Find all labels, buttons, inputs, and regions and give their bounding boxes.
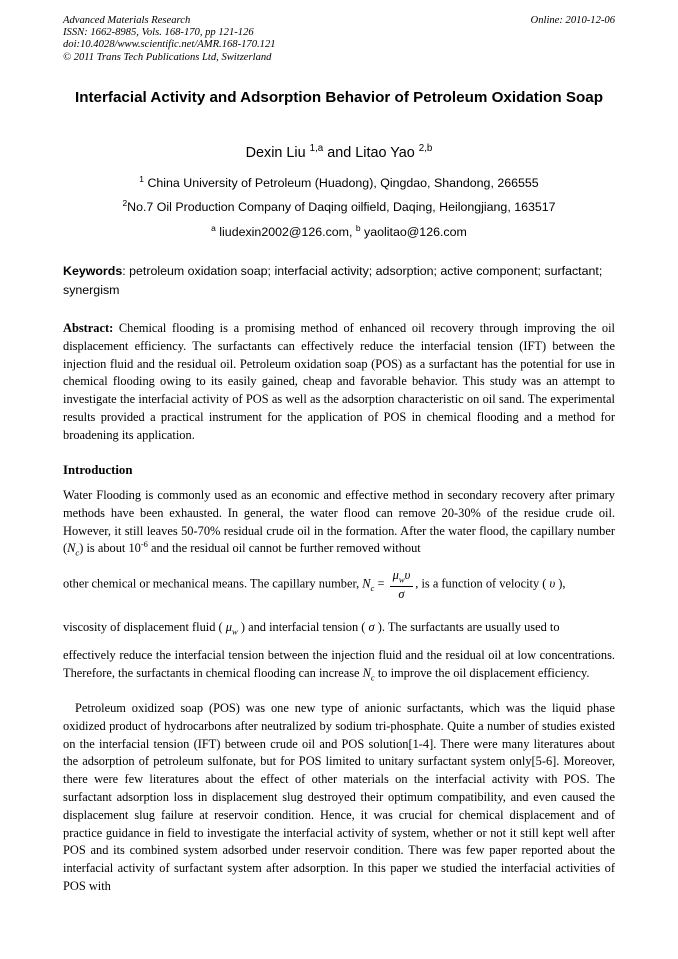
email-a-sup: a xyxy=(211,222,216,233)
intro-paragraph-1b xyxy=(63,647,615,687)
online-date: Online: 2010-12-06 xyxy=(530,15,615,26)
email-b-sup: b xyxy=(355,222,361,233)
author-line xyxy=(63,145,615,161)
fraction-numerator xyxy=(390,568,414,587)
eq-N: N xyxy=(362,576,371,591)
introduction-heading: Introduction xyxy=(63,463,133,477)
viscosity-sub: w xyxy=(232,626,238,637)
affiliation-1-text: China University of Petroleum (Huadong), Qingdao, Shandong, 266555 xyxy=(147,176,539,190)
nc-subscript: c xyxy=(370,672,375,683)
eq-mu-sub: w xyxy=(398,574,405,585)
eq-c: c xyxy=(370,583,375,594)
capillary-fraction xyxy=(390,568,414,601)
intro-paragraph-2: Petroleum oxidized soap (POS) was one new type of anionic surfactants, which was the liquid phase oxidized product of hydrocarbons after neutralized by sodium tri-phosphate. Quite a number of studies existed on the interfacial tension (IFT) between crude oil and POS solution[1-4]. There were many literatures about the adsorption of petroleum sulfonate, but for POS limited to unitary surfactant system only[5-6]. Moreover, there were few literatures about the effect of other materials on the interfacial activity with POS. The surfactant adsorption loss in displacement slug destroyed their optimum compatibility, and even caused the displacement slug failure at reservoir condition. Hence, it was crucial for chemical displacement and of practice guidance in field to investigate the interfacial activity of system, whether or not it still kept well after POS and its combined system adsorbed under reservoir condition. There was few paper reported about the interfacial activity of surfactant system after adsorption. In this paper we studied the interfacial activities of POS with xyxy=(63,701,615,893)
abstract-label: Abstract: xyxy=(63,321,114,335)
affiliation-2-sup: 2 xyxy=(122,197,128,208)
eq-sigma: σ xyxy=(398,587,405,602)
eq-upsilon: υ xyxy=(404,568,411,582)
eq-mu: μ xyxy=(392,568,399,582)
intro-text-1e: to improve the oil displacement efficiency. xyxy=(374,665,590,680)
author-1: Dexin Liu xyxy=(245,145,306,161)
intro-text-1a: Water Flooding is commonly used as an economic and effective method in secondary recovery after primary methods have been exhausted. In general, the water flood can remove 20-30% of the residue crude oil. However, it still leaves 50-70% residual crude oil in the formation. After the water flood, the capillary number ( xyxy=(63,488,615,556)
intro-text-1b: ) is about 10 xyxy=(79,541,141,556)
intro-text-1c: and the residual oil cannot be further removed without xyxy=(147,541,421,556)
author-1-sup: 1,a xyxy=(309,143,324,155)
author-2: Litao Yao xyxy=(355,145,415,161)
tension-sigma: σ xyxy=(365,620,378,634)
affiliation-2-text: No.7 Oil Production Company of Daqing oilfield, Daqing, Heilongjiang, 163517 xyxy=(127,200,556,214)
viscosity-line xyxy=(63,619,615,641)
journal-header xyxy=(63,15,276,64)
email-line xyxy=(63,222,615,239)
eq-equals: = xyxy=(374,576,388,591)
paper-title: Interfacial Activity and Adsorption Behavior of Petroleum Oxidation Soap xyxy=(75,89,603,106)
doi-line: doi:10.4028/www.scientific.net/AMR.168-170.121 xyxy=(63,39,276,51)
keywords-label: Keywords xyxy=(63,264,123,278)
keywords-text: : petroleum oxidation soap; interfacial activity; adsorption; active component; surfactant; synergism xyxy=(63,264,603,297)
affiliation-2 xyxy=(63,197,615,214)
fraction-denominator xyxy=(390,587,414,601)
viscosity-text-a: viscosity of displacement fluid ( xyxy=(63,620,223,634)
keywords xyxy=(63,262,615,300)
author-2-sup: 2,b xyxy=(418,143,433,155)
equation-close: ), xyxy=(558,576,566,591)
capillary-subscript: c xyxy=(75,547,80,558)
author-conjunction: and xyxy=(323,145,356,161)
email-b: yaolitao@126.com xyxy=(364,225,467,239)
abstract-text: Chemical flooding is a promising method of enhanced oil recovery through improving the oil displacement efficiency. The surfactants can effectively reduce the interfacial tension (IFT) between the injection fluid and the residual oil. Petroleum oxidation soap (POS) as a surfactant has the potential for use in chemical flooding owing to its easily gained, cheap and favorable behavior. This study was an attempt to investigate the interfacial activity of POS as well as the adsorption characteristic on oil sand. The experimental results provided a practical instrument for the application of POS in chemical flooding and a method for broadening its application. xyxy=(63,321,615,442)
velocity-symbol: υ xyxy=(546,576,559,591)
equation-line xyxy=(63,568,615,601)
intro-paragraph-1a xyxy=(63,487,615,563)
viscosity-mu: μ xyxy=(222,620,232,634)
equation-suffix: , is a function of velocity ( xyxy=(415,576,547,591)
equation-prefix: other chemical or mechanical means. The capillary number, xyxy=(63,576,363,591)
affiliation-1 xyxy=(63,173,615,190)
issn-line: ISSN: 1662-8985, Vols. 168-170, pp 121-126 xyxy=(63,27,254,39)
copyright-line: © 2011 Trans Tech Publications Ltd, Switzerland xyxy=(63,51,272,63)
nc-symbol: N xyxy=(362,665,371,680)
intro-text-1d: effectively reduce the interfacial tension between the injection fluid and the residual oil at low concentrations. Therefore, the surfactants in chemical flooding can increase xyxy=(63,648,615,680)
affiliation-1-sup: 1 xyxy=(139,173,144,184)
email-a: liudexin2002@126.com, xyxy=(219,225,356,239)
capillary-symbol: N xyxy=(67,541,76,556)
viscosity-text-c: ). The surfactants are usually used to xyxy=(377,620,560,634)
abstract xyxy=(63,320,615,445)
viscosity-text-b: ) and interfacial tension ( xyxy=(237,620,366,634)
capillary-exponent: -6 xyxy=(140,539,148,550)
journal-name: Advanced Materials Research xyxy=(63,15,191,26)
